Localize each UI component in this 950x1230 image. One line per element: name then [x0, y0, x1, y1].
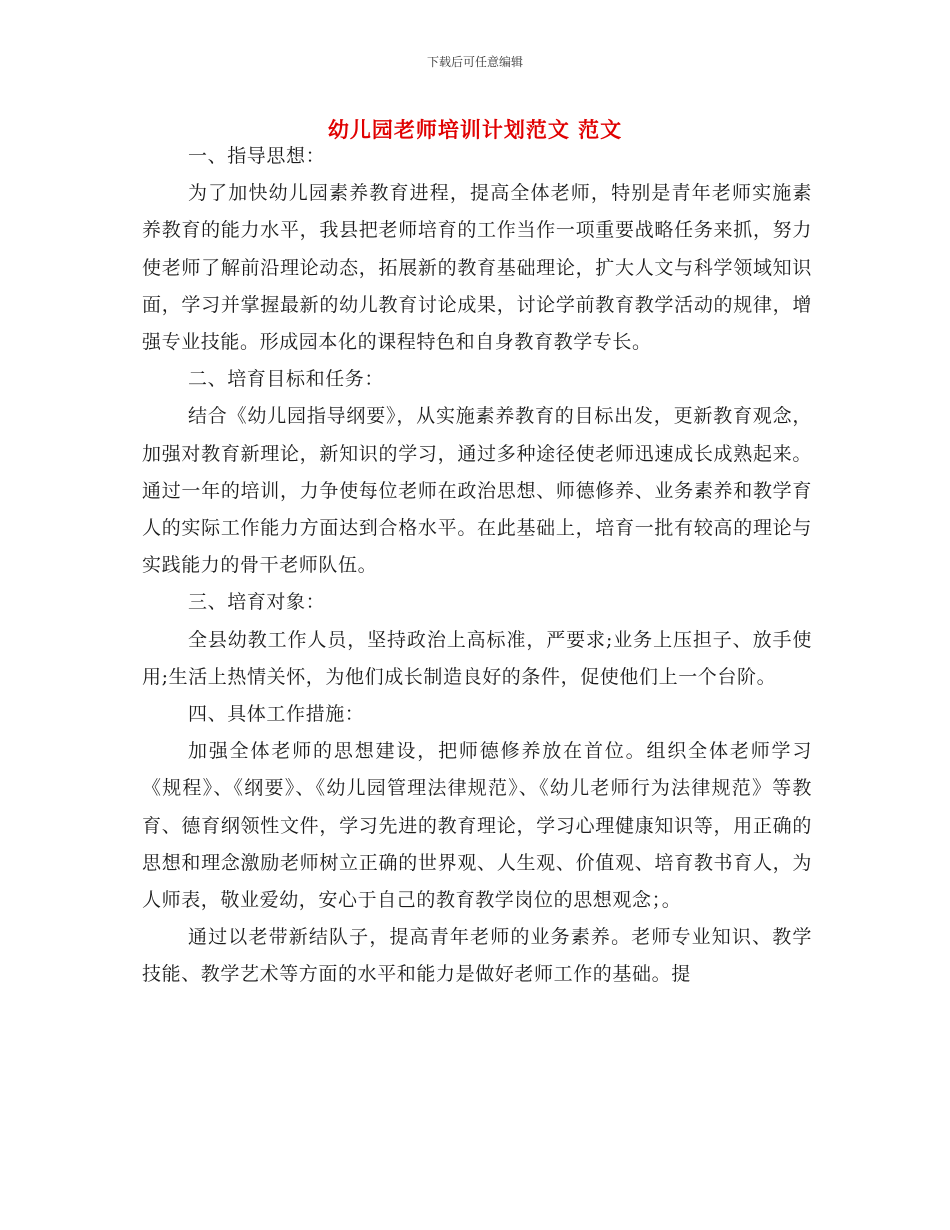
- paragraph-1: 为了加快幼儿园素养教育进程，提高全体老师，特别是青年老师实施素养教育的能力水平，我县把老师培育的工作当作一项重要战略任务来抓，努力使老师了解前沿理论动态，拓展新的教育基础理论，扩大人文与科学领域知识面，学习并掌握最新的幼儿教育讨论成果，讨论学前教育教学活动的规律，增强专业技能。形成园本化的课程特色和自身教育教学专长。: [142, 182, 812, 354]
- section-heading-4: 四、具体工作措施：: [188, 703, 365, 726]
- page-header: 下载后可任意编辑: [426, 55, 523, 69]
- paragraph-4: 加强全体老师的思想建设，把师德修养放在首位。组织全体老师学习《规程》、《纲要》、《幼儿园管理法律规范》、《幼儿老师行为法律规范》等教育、德育纲领性文件，学习先进的教育理论，学习心理健康知识等，用正确的思想和理念激励老师树立正确的世界观、人生观、价值观、培育教书育人，为人师表，敬业爱幼，安心于自己的教育教学岗位的思想观念；。: [142, 740, 812, 912]
- document-body: [142, 138, 812, 994]
- section-heading-2: 二、培育目标和任务：: [188, 368, 385, 391]
- section-heading-1: 一、指导思想：: [188, 145, 326, 167]
- section-heading-3: 三、培育对象：: [188, 591, 326, 614]
- paragraph-2: 结合《幼儿园指导纲要》，从实施素养教育的目标出发，更新教育观念，加强对教育新理论，新知识的学习，通过多种途径使老师迅速成长成熟起来。通过一年的培训，力争使每位老师在政治思想、师德修养、业务素养和教学育人的实际工作能力方面达到合格水平。在此基础上，培育一批有较高的理论与实践能力的骨干老师队伍。: [142, 405, 812, 577]
- paragraph-3: 全县幼教工作人员，坚持政治上高标准，严要求;业务上压担子、放手使用;生活上热情关怀，为他们成长制造良好的条件，促使他们上一个台阶。: [142, 628, 812, 688]
- paragraph-5: 通过以老带新结队子，提高青年老师的业务素养。老师专业知识、教学技能、教学艺术等方面的水平和能力是做好老师工作的基础。提: [142, 926, 812, 986]
- document-title: 幼儿园老师培训计划范文 范文: [327, 117, 623, 142]
